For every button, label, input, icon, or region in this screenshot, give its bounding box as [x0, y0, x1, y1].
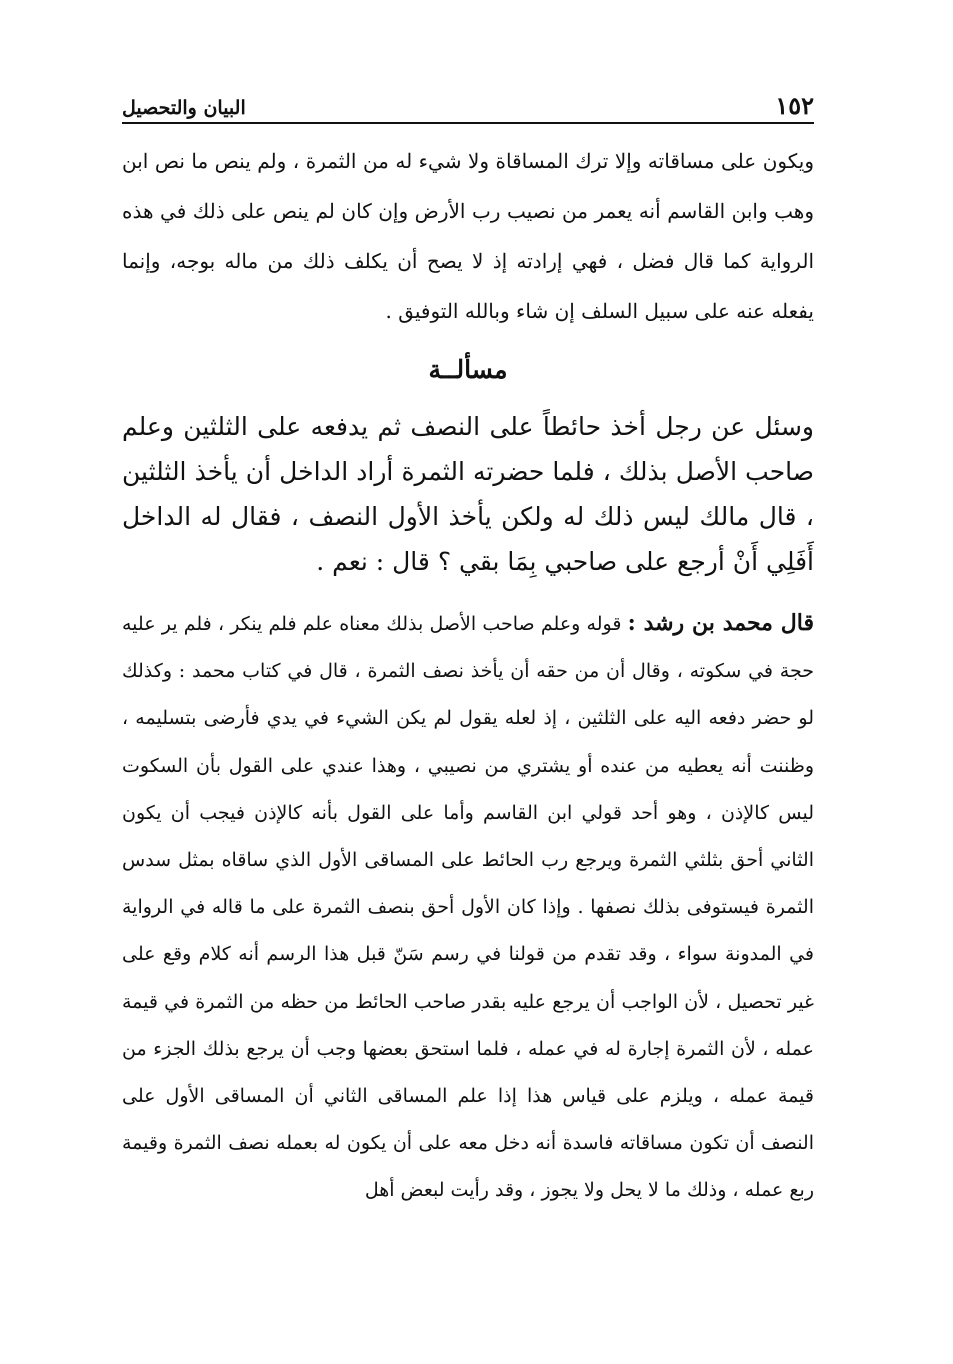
book-page	[122, 82, 814, 1234]
commentary-speaker: قال محمد بن رشد :	[627, 610, 814, 636]
page-number: ١٥٢	[775, 91, 814, 120]
intro-paragraph: ويكون على مساقاته وإلا ترك المساقاة ولا شيء له من الثمرة ، ولم ينص ما نص ابن وهب وابن القاسم أنه يعمر من نصيب رب الأرض وإن كان لم ينص على ذلك في هذه الرواية كما قال فضل ، فهي إرادته إذ لا يصح أن يكلف ذلك من ماله بوجه، وإنما يفعله عنه على سبيل السلف إن شاء وبالله التوفيق .	[122, 149, 814, 323]
commentary-paragraph	[122, 600, 814, 1215]
commentary-text: قوله وعلم صاحب الأصل بذلك معناه علم فلم ينكر ، فلم ير عليه حجة في سكوته ، وقال أن من حقه أن يأخذ نصف الثمرة ، قال في كتاب محمد : وكذلك لو حضر دفعه اليه على الثلثين ، إذ لعله يقول لم يكن الشيء في يدي فأرضى بتسليمه ، وظننت أنه يعطيه من عنده أو يشتري من نصيبي ، وهذا عندي على القول بأن السكوت ليس كالإذن ، وهو أحد قولي ابن القاسم وأما على القول بأنه كالإذن فيجب أن يكون الثاني أحق بثلثي الثمرة ويرجع رب الحائط على المساقى الأول الذي ساقاه بمثل سدس الثمرة فيستوفى بذلك نصفها . وإذا كان الأول أحق بنصف الثمرة على ما قاله في الرواية في المدونة سواء ، وقد تقدم من قولنا في رسم سَنّ قبل هذا الرسم أنه كلام وقع على غير تحصيل ، لأن الواجب أن يرجع عليه بقدر صاحب الحائط من حظه من الثمرة في قيمة عمله ، لأن الثمرة إجارة له في عمله ، فلما استحق بعضها وجب أن يرجع بذلك الجزء من قيمة عمله ، ويلزم على قياس هذا إذا علم المساقى الثاني أن المساقى الأول على النصف أن تكون مساقاته فاسدة أنه دخل معه على أن يكون له بعمله نصف الثمرة وقيمة ربع عمله ، وذلك ما لا يحل ولا يجوز ، وقد رأيت لبعض أهل	[122, 613, 814, 1202]
question-paragraph: وسئل عن رجل أخذ حائطاً على النصف ثم يدفعه على الثلثين وعلم صاحب الأصل بذلك ، فلما حضرته الثمرة أراد الداخل أن يأخذ الثلثين ، قال مالك ليس ذلك له ولكن يأخذ الأول النصف ، فقال له الداخل أَفَلِي أَنْ أرجع على صاحبي بِمَا بقي ؟ قال : نعم .	[122, 412, 814, 576]
running-title: البيان والتحصيل	[122, 97, 246, 119]
section-title: مسألــة	[428, 355, 508, 384]
page-header	[122, 82, 814, 124]
